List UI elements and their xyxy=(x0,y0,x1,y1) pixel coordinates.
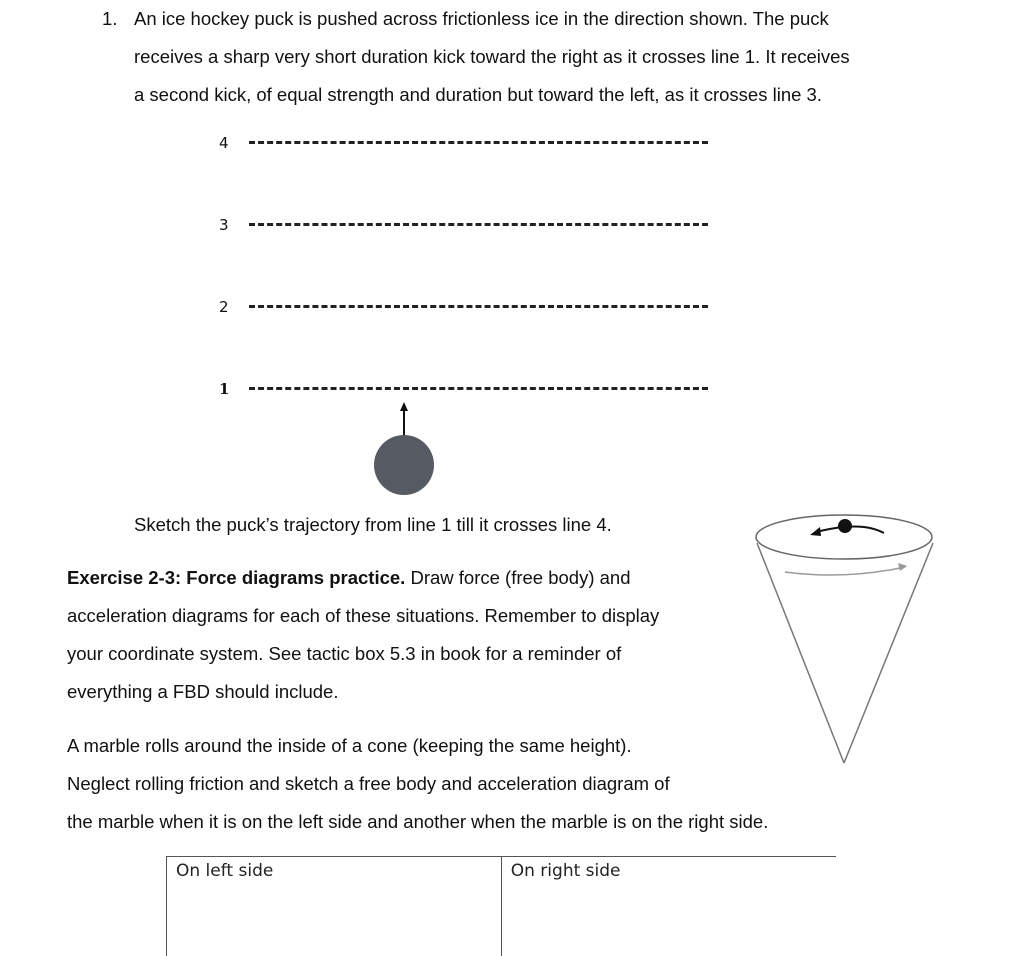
dashed-line-4 xyxy=(249,141,708,144)
exercise-line-rest: Draw force (free body) and xyxy=(405,567,630,588)
right-side-header: On right side xyxy=(511,861,621,881)
marble-paragraph xyxy=(67,727,768,841)
line-label-2: 2 xyxy=(219,298,229,316)
exercise-line: everything a FBD should include. xyxy=(67,673,659,711)
exercise-block xyxy=(67,559,659,711)
exercise-line: your coordinate system. See tactic box 5.3 in book for a reminder of xyxy=(67,635,659,673)
marble xyxy=(838,519,852,533)
puck-figure xyxy=(360,398,450,498)
dashed-line-2 xyxy=(249,305,708,308)
cone-right-side xyxy=(844,543,933,763)
rolling-path-arrowhead xyxy=(898,563,907,571)
exercise-line: acceleration diagrams for each of these situations. Remember to display xyxy=(67,597,659,635)
line-label-1: 1 xyxy=(219,380,229,398)
exercise-title: Exercise 2-3: Force diagrams practice. xyxy=(67,567,405,588)
line-label-3: 3 xyxy=(219,216,229,234)
question-line: An ice hockey puck is pushed across frictionless ice in the direction shown. The puck xyxy=(134,0,850,38)
line-label-4: 4 xyxy=(219,134,229,152)
velocity-arrowhead xyxy=(400,402,408,411)
cone-figure xyxy=(750,505,940,770)
question-line: a second kick, of equal strength and duration but toward the left, as it crosses line 3. xyxy=(134,76,850,114)
cone-left-side xyxy=(757,543,844,763)
hockey-puck xyxy=(374,435,434,495)
dashed-line-3 xyxy=(249,223,708,226)
right-side-cell[interactable] xyxy=(501,857,836,956)
sketch-prompt: Sketch the puck’s trajectory from line 1 till it crosses line 4. xyxy=(134,506,612,544)
left-side-header: On left side xyxy=(176,861,273,881)
marble-line: the marble when it is on the left side and another when the marble is on the right side. xyxy=(67,803,768,841)
answer-table xyxy=(166,856,836,956)
exercise-first-line xyxy=(67,559,659,597)
marble-line: A marble rolls around the inside of a cone (keeping the same height). xyxy=(67,727,768,765)
marble-velocity-arrowhead xyxy=(810,527,821,536)
rolling-path-arrow xyxy=(785,567,905,575)
marble-line: Neglect rolling friction and sketch a free body and acceleration diagram of xyxy=(67,765,768,803)
question-number: 1. xyxy=(102,0,117,38)
question-line: receives a sharp very short duration kick toward the right as it crosses line 1. It receives xyxy=(134,38,850,76)
left-side-cell[interactable] xyxy=(167,857,502,956)
dashed-line-1 xyxy=(249,387,708,390)
question-text xyxy=(134,0,850,114)
marble-velocity-arrow xyxy=(820,526,884,533)
